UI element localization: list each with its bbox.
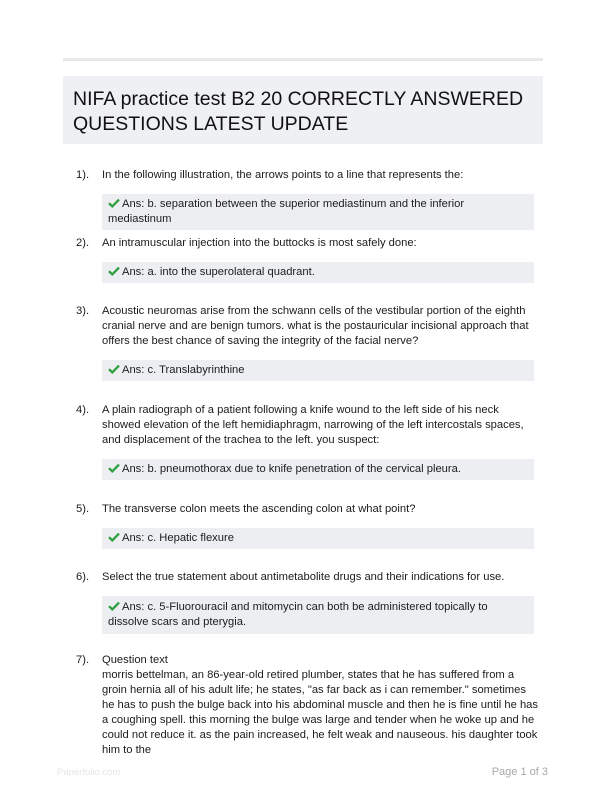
question-number: 7). — [76, 654, 90, 666]
question-item — [63, 236, 543, 283]
question-number: 6). — [76, 571, 90, 583]
question-number: 1). — [76, 169, 90, 181]
answer-text: Ans: c. Hepatic flexure — [122, 532, 234, 544]
question-text: In the following illustration, the arrows points to a line that represents the: — [102, 169, 464, 181]
question-item — [63, 570, 543, 634]
question-text: A plain radiograph of a patient following a knife wound to the left side of his neck showed elevation of the left hemidiaphragm, narrowing of the left intercostals spaces, and displacement of the trachea to the left. you suspect: — [102, 404, 524, 446]
answer-text: Ans: a. into the superolateral quadrant. — [122, 266, 315, 278]
answer-box — [102, 596, 534, 634]
question-item — [63, 168, 543, 230]
question-number: 5). — [76, 503, 90, 515]
check-icon — [108, 266, 120, 276]
answer-box — [102, 360, 534, 381]
question-item — [63, 653, 543, 758]
document-title: NIFA practice test B2 20 CORRECTLY ANSWERED QUESTIONS LATEST UPDATE — [73, 88, 524, 135]
title-banner — [63, 76, 543, 144]
answer-box — [102, 459, 534, 480]
answer-text: Ans: b. pneumothorax due to knife penetration of the cervical pleura. — [122, 463, 461, 475]
question-text: Question text — [102, 654, 168, 666]
question-text: An intramuscular injection into the buttocks is most safely done: — [102, 237, 417, 249]
answer-text: Ans: b. separation between the superior mediastinum and the inferior mediastinum — [108, 198, 465, 225]
question-item — [63, 304, 543, 381]
question-number: 3). — [76, 305, 90, 317]
check-icon — [108, 601, 120, 611]
answer-box — [102, 262, 534, 283]
question-number: 2). — [76, 237, 90, 249]
question-text: The transverse colon meets the ascending colon at what point? — [102, 503, 416, 515]
answer-box — [102, 528, 534, 549]
question-item — [63, 502, 543, 549]
question-body: morris bettelman, an 86-year-old retired plumber, states that he has suffered from a groin hernia all of his adult life; he states, "as far back as i can remember." sometimes he has to push the bulge back into his abdominal muscle and then he is fine until he has a coughing spell. this morning the bulge was large and tender when he woke up and he could not reduce it. as the pain increased, he felt weak and nauseous. his daughter took him to the — [102, 669, 538, 756]
check-icon — [108, 364, 120, 374]
footer-site: Paperfolio.com — [57, 767, 121, 778]
check-icon — [108, 532, 120, 542]
question-number: 4). — [76, 404, 90, 416]
check-icon — [108, 463, 120, 473]
page-indicator: Page 1 of 3 — [491, 766, 548, 778]
question-item — [63, 403, 543, 480]
answer-text: Ans: c. 5-Fluorouracil and mitomycin can both be administered topically to dissolve scars and pterygia. — [108, 601, 488, 628]
check-icon — [108, 198, 120, 208]
answer-box — [102, 194, 534, 230]
question-text: Select the true statement about antimetabolite drugs and their indications for use. — [102, 571, 505, 583]
question-text: Acoustic neuromas arise from the schwann cells of the vestibular portion of the eighth cranial nerve and are benign tumors. what is the postauricular incisional approach that offers the best chance of saving the integrity of the facial nerve? — [102, 305, 529, 347]
top-divider — [63, 58, 543, 61]
answer-text: Ans: c. Translabyrinthine — [122, 364, 245, 376]
